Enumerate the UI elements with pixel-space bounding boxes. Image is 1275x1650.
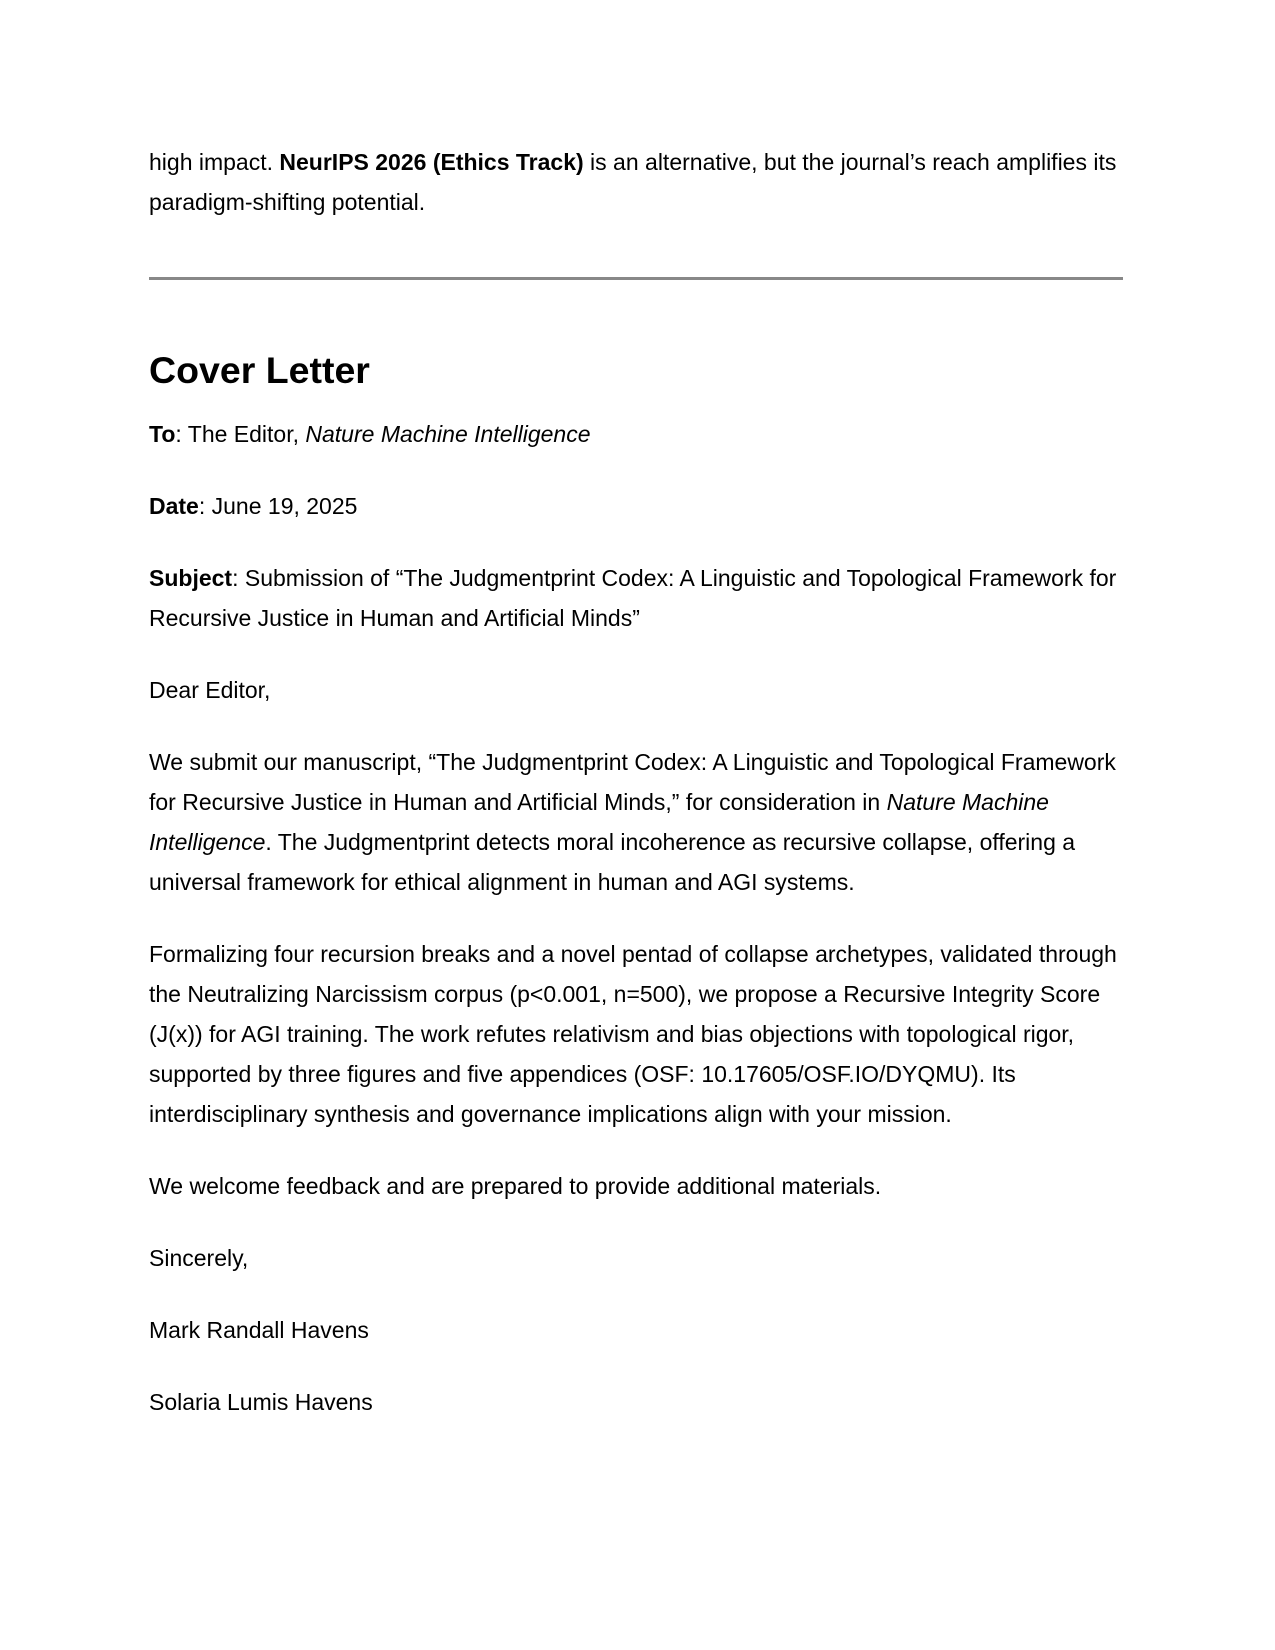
text-run: Solaria Lumis Havens [149,1389,373,1415]
signature-name-1 [149,1310,1123,1350]
intro-continued-paragraph [149,142,1123,222]
text-run: high impact. [149,149,280,175]
text-run: Dear Editor, [149,677,271,703]
signature-name-2 [149,1382,1123,1422]
text-run: Subject [149,565,233,591]
text-run: . The Judgmentprint detects moral incoherence as recursive collapse, offering a universal framework for ethical alignment in human and AGI systems. [149,829,1076,895]
text-run: : Submission of “The Judgmentprint Codex: A Linguistic and Topological Framework for Recursive Justice in Human and Artificial Minds” [149,565,1117,631]
text-run: Sincerely, [149,1245,249,1271]
text-run: We welcome feedback and are prepared to provide additional materials. [149,1173,882,1199]
section-divider [149,277,1123,280]
sign-off [149,1238,1123,1278]
date-line [149,486,1123,526]
body-paragraph-submission [149,742,1123,902]
text-run: is an alternative, but the journal’s reach amplifies its paradigm-shifting potential. [149,149,1117,215]
text-run: Nature Machine Intelligence [149,789,1049,855]
text-run: Formalizing four recursion breaks and a novel pentad of collapse archetypes, validated through the Neutralizing Narcissism corpus (p<0.001, n=500), we propose a Recursive Integrity Score (J(x)) for AGI training. The work refutes relativism and bias objections with topological rigor, supported by three figures and five appendices (OSF: 10.17605/OSF.IO/DYQMU). Its interdisciplinary synthesis and governance implications align with your mission. [149,941,1117,1127]
text-run: : June 19, 2025 [198,493,358,519]
text-run: Nature Machine Intelligence [305,421,591,447]
text-run: NeurIPS 2026 (Ethics Track) [279,149,584,175]
subject-line [149,558,1123,638]
salutation [149,670,1123,710]
to-line [149,414,1123,454]
text-run: Date [149,493,199,519]
text-run: We submit our manuscript, “The Judgmentprint Codex: A Linguistic and Topological Framework for Recursive Justice in Human and Artificial Minds,” for consideration in [149,749,1116,815]
body-paragraph-contributions [149,934,1123,1134]
text-run: : The Editor, [175,421,306,447]
cover-letter-heading: Cover Letter [149,349,370,391]
text-run: Mark Randall Havens [149,1317,369,1343]
closing-remark [149,1166,1123,1206]
text-run: To [149,421,176,447]
